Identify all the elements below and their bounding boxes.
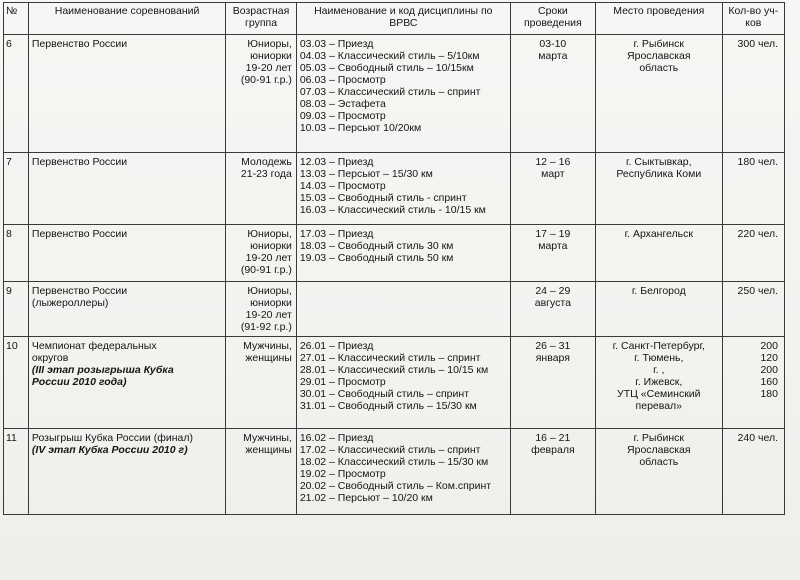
cell-line: 180 чел. bbox=[737, 156, 778, 168]
cell-line: 18.03 – Свободный стиль 30 км bbox=[299, 240, 454, 252]
dates-cell bbox=[510, 282, 595, 337]
cell-line: г. Архангельск bbox=[624, 228, 693, 240]
cell-line: 12.03 – Приезд bbox=[299, 156, 374, 168]
header-place: Место проведения bbox=[595, 3, 722, 35]
participants-cell bbox=[722, 282, 784, 337]
disciplines-cell bbox=[296, 337, 510, 429]
cell-line: Юниоры, bbox=[247, 228, 292, 240]
cell-line: 12 – 16 bbox=[535, 156, 571, 168]
cell-line: 03-10 bbox=[539, 38, 567, 50]
cell-line: 200 bbox=[760, 364, 778, 376]
header-discipline: Наименование и код дисциплины по ВРВС bbox=[296, 3, 510, 35]
cell-line: март bbox=[541, 168, 565, 180]
header-num: № bbox=[4, 3, 29, 35]
cell-line: юниорки bbox=[250, 240, 292, 252]
cell-line: 13.03 – Персьют – 15/30 км bbox=[299, 168, 433, 180]
cell-line: (IV этап Кубка России 2010 г) bbox=[31, 444, 188, 456]
cell-line: юниорки bbox=[250, 50, 292, 62]
cell-line: августа bbox=[534, 297, 571, 309]
header-age: Возрастная группа bbox=[226, 3, 297, 35]
cell-line: Чемпионат федеральных bbox=[31, 340, 157, 352]
participants-cell bbox=[722, 429, 784, 515]
cell-line: Первенство России bbox=[31, 156, 128, 168]
table-row bbox=[4, 282, 785, 337]
cell-line: (90-91 г.р.) bbox=[240, 74, 292, 86]
cell-line: Юниоры, bbox=[247, 38, 292, 50]
row-number: 8 bbox=[6, 228, 12, 240]
participants-cell bbox=[722, 153, 784, 225]
competition-name-cell bbox=[28, 429, 225, 515]
cell-line: 21.02 – Персьют – 10/20 км bbox=[299, 492, 433, 504]
age-group-cell bbox=[226, 153, 297, 225]
dates-cell bbox=[510, 337, 595, 429]
cell-line: Первенство России bbox=[31, 228, 128, 240]
cell-line: (91-92 г.р.) bbox=[240, 321, 292, 333]
cell-line: г. Рыбинск bbox=[633, 432, 685, 444]
competition-schedule-table bbox=[3, 2, 785, 515]
cell-line: 31.01 – Свободный стиль – 15/30 км bbox=[299, 400, 477, 412]
cell-line: 09.03 – Просмотр bbox=[299, 110, 386, 122]
cell-line: России 2010 года) bbox=[31, 376, 127, 388]
cell-line: г. Ижевск, bbox=[635, 376, 683, 388]
competition-name-cell bbox=[28, 35, 225, 153]
header-count: Кол-во уч-ков bbox=[722, 3, 784, 35]
cell-line: 15.03 – Свободный стиль - спринт bbox=[299, 192, 467, 204]
competition-name-cell bbox=[28, 337, 225, 429]
cell-line: 19.03 – Свободный стиль 50 км bbox=[299, 252, 454, 264]
participants-cell bbox=[722, 35, 784, 153]
cell-line: 06.03 – Просмотр bbox=[299, 74, 386, 86]
cell-line: 28.01 – Классический стиль – 10/15 км bbox=[299, 364, 489, 376]
cell-line: г. Рыбинск bbox=[633, 38, 685, 50]
table-row bbox=[4, 153, 785, 225]
cell-line: 300 чел. bbox=[737, 38, 778, 50]
disciplines-cell bbox=[296, 225, 510, 282]
cell-line: 200 bbox=[760, 340, 778, 352]
cell-line: область bbox=[639, 62, 679, 74]
cell-line: г. Белгород bbox=[631, 285, 686, 297]
competition-name-cell bbox=[28, 225, 225, 282]
cell-line: женщины bbox=[245, 444, 292, 456]
row-number-cell bbox=[4, 153, 29, 225]
cell-line: 120 bbox=[760, 352, 778, 364]
cell-line: г. Санкт-Петербург, bbox=[612, 340, 705, 352]
age-group-cell bbox=[226, 225, 297, 282]
cell-line: Розыгрыш Кубка России (финал) bbox=[31, 432, 193, 444]
cell-line: 220 чел. bbox=[737, 228, 778, 240]
cell-line: 10.03 – Персьют 10/20км bbox=[299, 122, 422, 134]
row-number: 11 bbox=[6, 432, 17, 444]
cell-line: округов bbox=[31, 352, 69, 364]
cell-line: г. , bbox=[653, 364, 665, 376]
disciplines-cell bbox=[296, 35, 510, 153]
cell-line: Ярославская bbox=[627, 50, 691, 62]
cell-line: 08.03 – Эстафета bbox=[299, 98, 386, 110]
cell-line: (лыжероллеры) bbox=[31, 297, 109, 309]
cell-line: 240 чел. bbox=[737, 432, 778, 444]
row-number: 10 bbox=[6, 340, 18, 352]
age-group-cell bbox=[226, 337, 297, 429]
cell-line: 04.03 – Классический стиль – 5/10км bbox=[299, 50, 480, 62]
cell-line: Юниоры, bbox=[247, 285, 292, 297]
cell-line: 19.02 – Просмотр bbox=[299, 468, 386, 480]
row-number: 6 bbox=[6, 38, 12, 50]
cell-line: 29.01 – Просмотр bbox=[299, 376, 386, 388]
cell-line: 26.01 – Приезд bbox=[299, 340, 374, 352]
participants-cell bbox=[722, 337, 784, 429]
cell-line: 17.03 – Приезд bbox=[299, 228, 374, 240]
cell-line: Республика Коми bbox=[616, 168, 702, 180]
row-number-cell bbox=[4, 429, 29, 515]
disciplines-cell bbox=[296, 429, 510, 515]
cell-line: Первенство России bbox=[31, 38, 128, 50]
place-cell bbox=[595, 35, 722, 153]
table-row bbox=[4, 429, 785, 515]
competition-name-cell bbox=[28, 153, 225, 225]
cell-line: 19-20 лет bbox=[245, 252, 292, 264]
age-group-cell bbox=[226, 35, 297, 153]
age-group-cell bbox=[226, 282, 297, 337]
cell-line: Ярославская bbox=[627, 444, 691, 456]
place-cell bbox=[595, 225, 722, 282]
cell-line: 26 – 31 bbox=[535, 340, 571, 352]
row-number-cell bbox=[4, 35, 29, 153]
cell-line: Первенство России bbox=[31, 285, 128, 297]
cell-line: 250 чел. bbox=[737, 285, 778, 297]
row-number: 7 bbox=[6, 156, 12, 168]
cell-line: 30.01 – Свободный стиль – спринт bbox=[299, 388, 469, 400]
table-row bbox=[4, 35, 785, 153]
cell-line: женщины bbox=[245, 352, 292, 364]
age-group-cell bbox=[226, 429, 297, 515]
cell-line: Мужчины, bbox=[243, 340, 292, 352]
cell-line: юниорки bbox=[250, 297, 292, 309]
cell-line: 160 bbox=[760, 376, 778, 388]
cell-line: 07.03 – Классический стиль – спринт bbox=[299, 86, 481, 98]
cell-line: перевал» bbox=[635, 400, 683, 412]
cell-line: февраля bbox=[531, 444, 575, 456]
header-name: Наименование соревнований bbox=[28, 3, 225, 35]
cell-line: 14.03 – Просмотр bbox=[299, 180, 386, 192]
participants-cell bbox=[722, 225, 784, 282]
cell-line: 16.02 – Приезд bbox=[299, 432, 374, 444]
place-cell bbox=[595, 282, 722, 337]
cell-line: Мужчины, bbox=[243, 432, 292, 444]
cell-line: 27.01 – Классический стиль – спринт bbox=[299, 352, 481, 364]
row-number-cell bbox=[4, 337, 29, 429]
row-number-cell bbox=[4, 282, 29, 337]
cell-line: 16.03 – Классический стиль - 10/15 км bbox=[299, 204, 486, 216]
table-header-row bbox=[4, 3, 785, 35]
cell-line: (III этап розыгрыша Кубка bbox=[31, 364, 174, 376]
cell-line: г. Тюмень, bbox=[634, 352, 684, 364]
table-row bbox=[4, 225, 785, 282]
cell-line: 21-23 года bbox=[240, 168, 292, 180]
cell-line: марта bbox=[538, 240, 568, 252]
cell-line: 24 – 29 bbox=[535, 285, 571, 297]
cell-line: 17.02 – Классический стиль – спринт bbox=[299, 444, 481, 456]
cell-line: 18.02 – Классический стиль – 15/30 км bbox=[299, 456, 489, 468]
cell-line: января bbox=[535, 352, 570, 364]
row-number-cell bbox=[4, 225, 29, 282]
disciplines-cell bbox=[296, 282, 510, 337]
dates-cell bbox=[510, 35, 595, 153]
cell-line: 05.03 – Свободный стиль – 10/15км bbox=[299, 62, 474, 74]
place-cell bbox=[595, 153, 722, 225]
cell-line: 20.02 – Свободный стиль – Ком.спринт bbox=[299, 480, 492, 492]
row-number: 9 bbox=[6, 285, 12, 297]
cell-line: 17 – 19 bbox=[535, 228, 571, 240]
cell-line: марта bbox=[538, 50, 568, 62]
cell-line: г. Сыктывкар, bbox=[625, 156, 692, 168]
place-cell bbox=[595, 429, 722, 515]
dates-cell bbox=[510, 225, 595, 282]
cell-line: 16 – 21 bbox=[535, 432, 571, 444]
cell-line: 19-20 лет bbox=[245, 62, 292, 74]
cell-line: область bbox=[639, 456, 679, 468]
dates-cell bbox=[510, 153, 595, 225]
dates-cell bbox=[510, 429, 595, 515]
table-row bbox=[4, 337, 785, 429]
competition-name-cell bbox=[28, 282, 225, 337]
disciplines-cell bbox=[296, 153, 510, 225]
cell-line: 03.03 – Приезд bbox=[299, 38, 374, 50]
header-dates: Сроки проведения bbox=[510, 3, 595, 35]
cell-line: 180 bbox=[760, 388, 778, 400]
cell-line: 19-20 лет bbox=[245, 309, 292, 321]
place-cell bbox=[595, 337, 722, 429]
cell-line: Молодежь bbox=[241, 156, 292, 168]
cell-line: УТЦ «Семинский bbox=[617, 388, 701, 400]
cell-line: (90-91 г.р.) bbox=[240, 264, 292, 276]
